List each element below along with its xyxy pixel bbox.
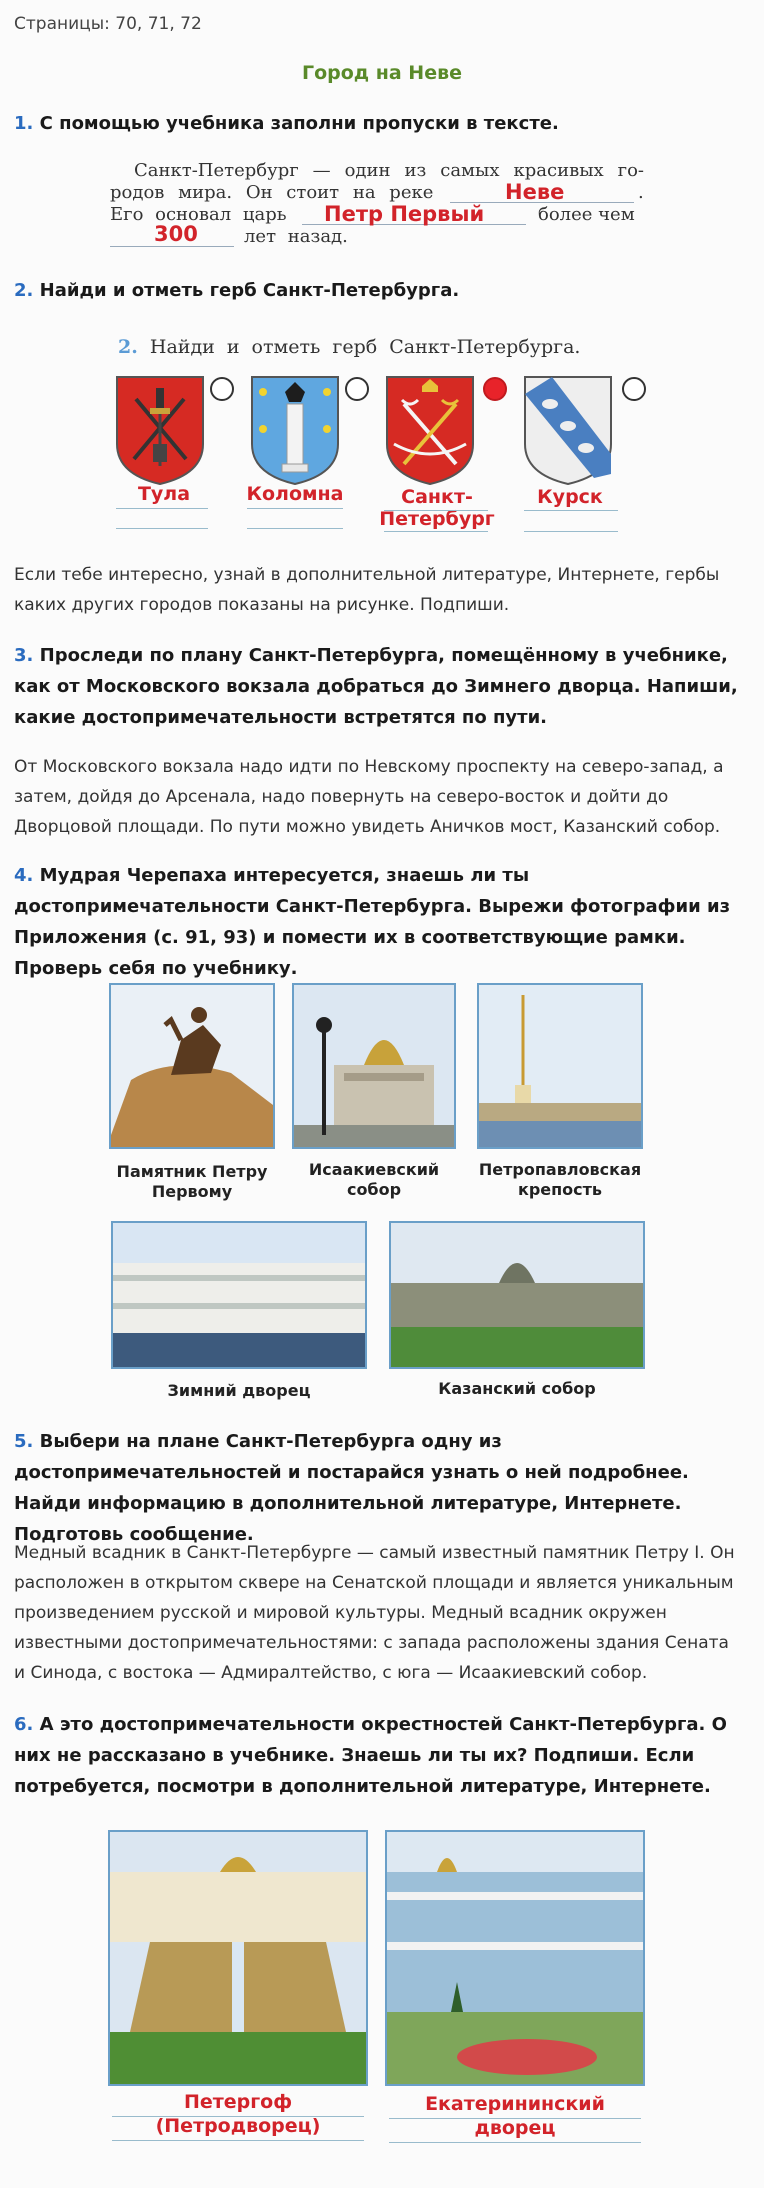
task1-answer-tsar: Петр Первый (324, 202, 485, 226)
task5-question (14, 1426, 744, 1550)
task1-line4 (110, 222, 644, 248)
task6-text: А это достопримечательности окрестностей Санкт-Петербурга. О них не рассказано в учебнике. Знаешь ли ты их? Подпиши. Если потребуется, посмотри в дополнительной литературе, Интернете. (14, 1714, 727, 1797)
caption-kazan-cathedral: Казанский собор (438, 1379, 596, 1398)
caption-winter-palace: Зимний дворец (167, 1381, 311, 1400)
spb-coat-of-arms (384, 374, 476, 486)
task1-line3-text-b: более чем (538, 204, 635, 225)
city-underline (247, 508, 343, 509)
task4-question (14, 860, 744, 984)
city-label-kursk: Курск (537, 486, 603, 508)
caption-peterhof: Петергоф (Петродворец) (155, 2091, 321, 2137)
photo-winter-palace (111, 1221, 367, 1369)
task1-line3-text-a: Его основал царь (110, 204, 287, 225)
photo-peter-paul-fortress (477, 983, 643, 1149)
task1-line1: Санкт-Петербург — один из самых красивых го- (134, 160, 644, 181)
caption-peter-paul: Петропавловская крепость (478, 1160, 642, 1199)
task6-question (14, 1709, 744, 1802)
city-underline (384, 531, 488, 532)
kursk-mark-circle[interactable] (622, 377, 646, 401)
task1-number: 1. (14, 113, 34, 134)
caption-underline (389, 2118, 641, 2119)
caption-bronze-horseman: Памятник Петру Первому (116, 1162, 268, 1201)
caption-underline (389, 2142, 641, 2143)
tula-coat-of-arms (114, 374, 206, 486)
city-label-spb: Санкт-Петербург (379, 486, 495, 530)
city-underline (384, 510, 488, 511)
kolomna-mark-circle[interactable] (345, 377, 369, 401)
task4-text: Мудрая Черепаха интересуется, знаешь ли ты достопримечательности Санкт-Петербурга. Вырежи фотографии из Приложения (с. 91, 93) и помести их в соответствующие рамки. Проверь себя по учебнику. (14, 865, 731, 979)
task1-line2-text: родов мира. Он стоит на реке (110, 182, 434, 203)
kolomna-coat-of-arms (249, 374, 341, 486)
task2-text: Найди и отметь герб Санкт-Петербурга. (39, 280, 460, 301)
task6-number: 6. (14, 1714, 34, 1735)
task1-answer-river: Неве (505, 180, 565, 204)
city-underline (524, 531, 618, 532)
task1-fill-text (110, 160, 644, 248)
kursk-coat-of-arms (522, 374, 614, 486)
task3-question (14, 640, 744, 733)
spb-mark-circle[interactable] (483, 377, 507, 401)
task3-text: Проследи по плану Санкт-Петербурга, помещённому в учебнике, как от Московского вокзала добраться до Зимнего дворца. Напиши, какие достопримечательности встретятся по пути. (14, 645, 738, 728)
tula-mark-circle[interactable] (210, 377, 234, 401)
caption-underline (112, 2140, 364, 2141)
task5-number: 5. (14, 1431, 34, 1452)
task5-answer: Медный всадник в Санкт-Петербурге — самый известный памятник Петру I. Он расположен в открытом сквере на Сенатской площади и является уникальным произведением русской и мировой культуры. Медный всадник окружен известными достопримечательностями: с запада расположены здания Сената и Синода, с востока — Адмиралтейство, с юга — Исаакиевский собор. (14, 1543, 735, 1683)
task1-text: С помощью учебника заполни пропуски в тексте. (39, 113, 559, 134)
task1-line2: родов мира. Он стоит на реке Неве . (110, 180, 644, 204)
photo-st-isaacs-cathedral (292, 983, 456, 1149)
photo-peterhof (108, 1830, 368, 2086)
arms-caption (118, 336, 580, 358)
task2-answer: Если тебе интересно, узнай в дополнительной литературе, Интернете, гербы каких других городов показаны на рисунке. Подпиши. (14, 565, 720, 615)
caption-catherine-palace: Екатерининский дворец (425, 2093, 605, 2139)
pages-label: Страницы: 70, 71, 72 (14, 14, 202, 34)
task5-text: Выбери на плане Санкт-Петербурга одну из достопримечательностей и постарайся узнать о ней подробнее. Найди информацию в дополнительной литературе, Интернете. Подготовь сообщение. (14, 1431, 689, 1545)
city-label-kolomna: Коломна (246, 483, 344, 505)
city-underline (524, 510, 618, 511)
task3-number: 3. (14, 645, 34, 666)
photo-bronze-horseman (109, 983, 275, 1149)
city-underline (116, 508, 208, 509)
city-underline (116, 528, 208, 529)
arms-caption-number: 2. (118, 336, 138, 358)
task1-line4-text: лет назад. (244, 226, 348, 247)
task1-question (14, 108, 744, 139)
photo-kazan-cathedral (389, 1221, 645, 1369)
page-title: Город на Неве (301, 62, 463, 84)
city-label-tula: Тула (137, 483, 191, 505)
caption-underline (112, 2116, 364, 2117)
task4-number: 4. (14, 865, 34, 886)
photo-catherine-palace (385, 1830, 645, 2086)
caption-st-isaacs: Исаакиевский собор (308, 1160, 440, 1199)
task2-number: 2. (14, 280, 34, 301)
task1-answer-years: 300 (154, 222, 198, 246)
task2-question (14, 275, 744, 306)
city-underline (247, 528, 343, 529)
arms-caption-text: Найди и отметь герб Санкт-Петербурга. (149, 336, 581, 358)
task3-answer: От Московского вокзала надо идти по Невскому проспекту на северо-запад, а затем, дойдя до Арсенала, надо повернуть на северо-восток и дойти до Дворцовой площади. По пути можно увидеть Аничков мост, Казанский собор. (14, 757, 724, 837)
